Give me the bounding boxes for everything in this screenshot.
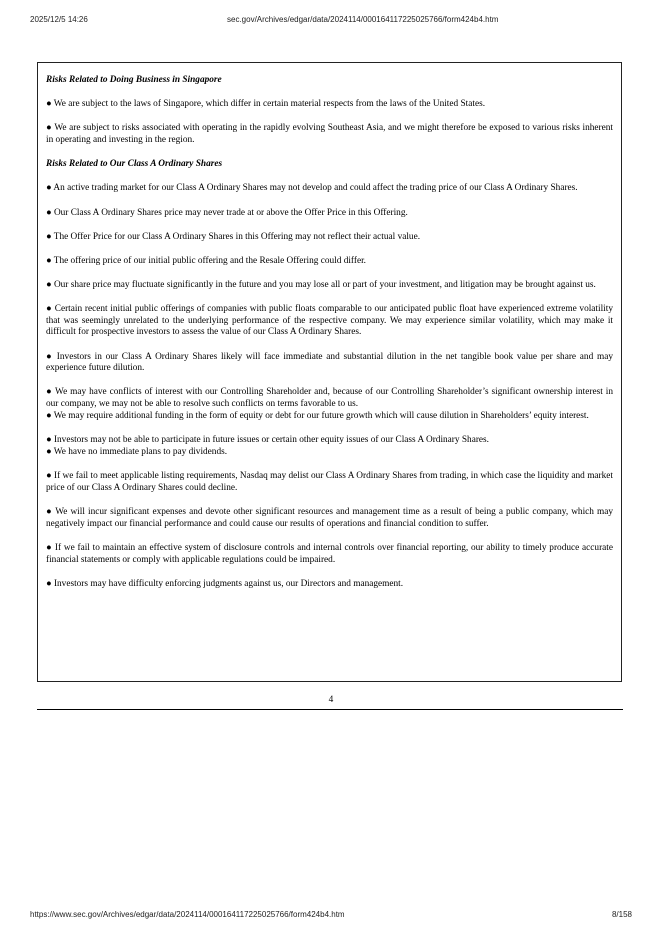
risk-bullet: ● An active trading market for our Class A Ordinary Shares may not develop and could affect the trading price of our Class A Ordinary Shares. bbox=[46, 183, 578, 194]
risk-bullet: ● If we fail to maintain an effective system of disclosure controls and internal controls over financial reporting, our ability to timely produce accurate financial statements or comply with applicable regulations could be impaired. bbox=[46, 542, 613, 565]
print-page-count: 8/158 bbox=[611, 910, 632, 919]
risk-bullet: ● We are subject to risks associated with operating in the rapidly evolving Southeast Asia, and we might therefore be exposed to various risks inherent in operating and investing in the region. bbox=[46, 123, 613, 145]
risk-bullet: ● If we fail to meet applicable listing requirements, Nasdaq may delist our Class A Ordinary Shares from trading, in which case the liquidity and market price of our Class A Ordinary Shares could decline. bbox=[46, 471, 613, 493]
print-footer bbox=[0, 910, 662, 922]
risk-bullet: ● We are subject to the laws of Singapore, which differ in certain material respects from the laws of the United States. bbox=[46, 99, 486, 110]
page-number: 4 bbox=[328, 695, 334, 705]
risk-bullet: ● We may require additional funding in the form of equity or debt for our future growth which will cause dilution in Shareholders’ equity interest. bbox=[46, 411, 589, 422]
risk-bullet: ● The Offer Price for our Class A Ordinary Shares in this Offering may not reflect their actual value. bbox=[46, 231, 421, 242]
risk-bullet: ● Our share price may fluctuate significantly in the future and you may lose all or part of your investment, and litigation may be brought against us. bbox=[46, 280, 596, 291]
risk-bullet: ● Our Class A Ordinary Shares price may never trade at or above the Offer Price in this Offering. bbox=[46, 207, 408, 218]
section-heading-singapore: Risks Related to Doing Business in Singapore bbox=[46, 75, 222, 85]
print-datetime: 2025/12/5 14:26 bbox=[30, 15, 88, 24]
risk-bullet: ● The offering price of our initial public offering and the Resale Offering could differ. bbox=[46, 255, 366, 266]
risk-bullet: ● Investors in our Class A Ordinary Shares likely will face immediate and substantial dilution in the net tangible book value per share and may experience future dilution. bbox=[46, 351, 613, 374]
risk-bullet: ● Investors may have difficulty enforcing judgments against us, our Directors and management. bbox=[46, 578, 404, 589]
risk-bullet: ● We will incur significant expenses and devote other significant resources and management time as a result of being a public company, which may negatively impact our financial performance and could cause our results of operations and financial condition to suffer. bbox=[46, 507, 613, 529]
print-header bbox=[0, 15, 662, 27]
risk-bullet: ● Investors may not be able to participate in future issues or certain other equity issues of our Class A Ordinary Shares. bbox=[46, 435, 489, 446]
section-heading-class-a-shares: Risks Related to Our Class A Ordinary Shares bbox=[46, 159, 223, 170]
print-footer-url: https://www.sec.gov/Archives/edgar/data/2024114/000164117225025766/form424b4.htm bbox=[30, 910, 345, 919]
risk-bullet: ● We have no immediate plans to pay dividends. bbox=[46, 447, 228, 458]
summary-risk-factors-box bbox=[37, 62, 622, 682]
print-header-url: sec.gov/Archives/edgar/data/2024114/000164117225025766/form424b4.htm bbox=[227, 15, 499, 24]
page-divider bbox=[37, 709, 623, 710]
risk-bullet: ● We may have conflicts of interest with our Controlling Shareholder and, because of our Controlling Shareholder’s significant ownership interest in our company, we may not be able to resolve such conflicts on terms favorable to us. bbox=[46, 387, 613, 410]
risk-bullet: ● Certain recent initial public offerings of companies with public floats comparable to our anticipated public float have experienced extreme volatility that was seemingly unrelated to the underlying performance of the respective company. We may experience similar volatility, which may make it difficult for prospective investors to assess the value of our Class A Ordinary Shares. bbox=[46, 304, 613, 338]
